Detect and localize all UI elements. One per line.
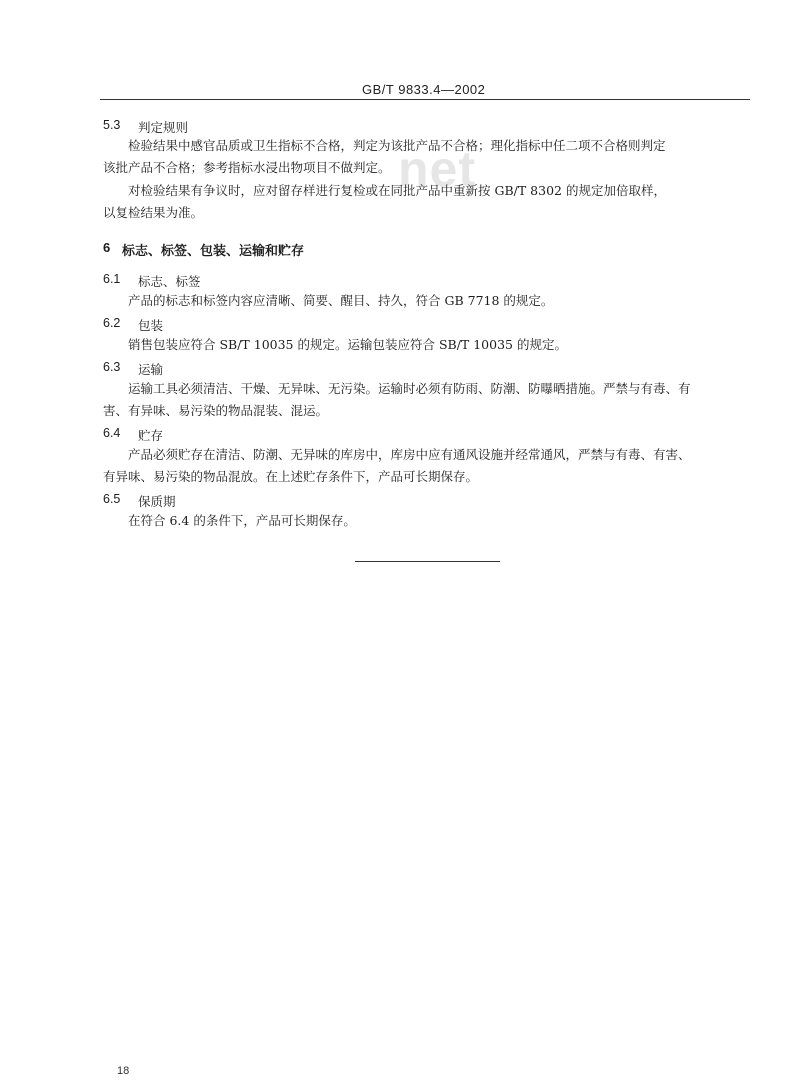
section-6-5-number: 6.5	[103, 492, 121, 506]
section-5-3-para1-line2: 该批产品不合格；参考指标水浸出物项目不做判定。	[103, 160, 391, 175]
section-6-5-title: 保质期	[138, 494, 176, 509]
section-6-4-title: 贮存	[138, 428, 164, 443]
section-6-3-line2: 害、有异味、易污染的物品混装、混运。	[103, 403, 329, 418]
section-6-5-line1: 在符合 6.4 的条件下，产品可长期保存。	[128, 513, 356, 528]
section-6-4-number: 6.4	[103, 426, 121, 440]
section-6-2-line1: 销售包装应符合 SB/T 10035 的规定。运输包装应符合 SB/T 10035 的规定。	[128, 337, 567, 352]
end-divider	[355, 561, 500, 562]
watermark: net	[398, 141, 476, 197]
section-5-3-number: 5.3	[103, 118, 121, 132]
section-6-1-title: 标志、标签	[138, 274, 201, 289]
header-divider	[100, 99, 750, 100]
section-6-4-line2: 有异味、易污染的物品混放。在上述贮存条件下，产品可长期保存。	[103, 469, 479, 484]
section-6-2-title: 包装	[138, 318, 164, 333]
section-5-3-para2-line1: 对检验结果有争议时，应对留存样进行复检或在同批产品中重新按 GB/T 8302 的规定加倍取样，	[128, 183, 666, 198]
page-number: 18	[117, 1065, 130, 1077]
section-6-3-number: 6.3	[103, 360, 121, 374]
standard-code: GB/T 9833.4—2002	[362, 82, 486, 97]
section-6-3-title: 运输	[138, 362, 164, 377]
section-5-3-title: 判定规则	[138, 120, 189, 135]
section-6-1-line1: 产品的标志和标签内容应清晰、简要、醒目、持久，符合 GB 7718 的规定。	[128, 293, 554, 308]
section-6-4-line1: 产品必须贮存在清洁、防潮、无异味的库房中，库房中应有通风设施并经常通风，严禁与有毒、有害、	[128, 447, 691, 462]
section-6-2-number: 6.2	[103, 316, 121, 330]
section-5-3-para1-line1: 检验结果中感官品质或卫生指标不合格，判定为该批产品不合格；理化指标中任二项不合格则判定	[128, 138, 666, 153]
chapter-6-title: 标志、标签、包装、运输和贮存	[122, 244, 305, 259]
chapter-6-number: 6	[103, 240, 111, 255]
section-6-1-number: 6.1	[103, 272, 121, 286]
section-5-3-para2-line2: 以复检结果为准。	[103, 205, 204, 220]
section-6-3-line1: 运输工具必须清洁、干燥、无异味、无污染。运输时必须有防雨、防潮、防曝晒措施。严禁与有毒、有	[128, 381, 691, 396]
